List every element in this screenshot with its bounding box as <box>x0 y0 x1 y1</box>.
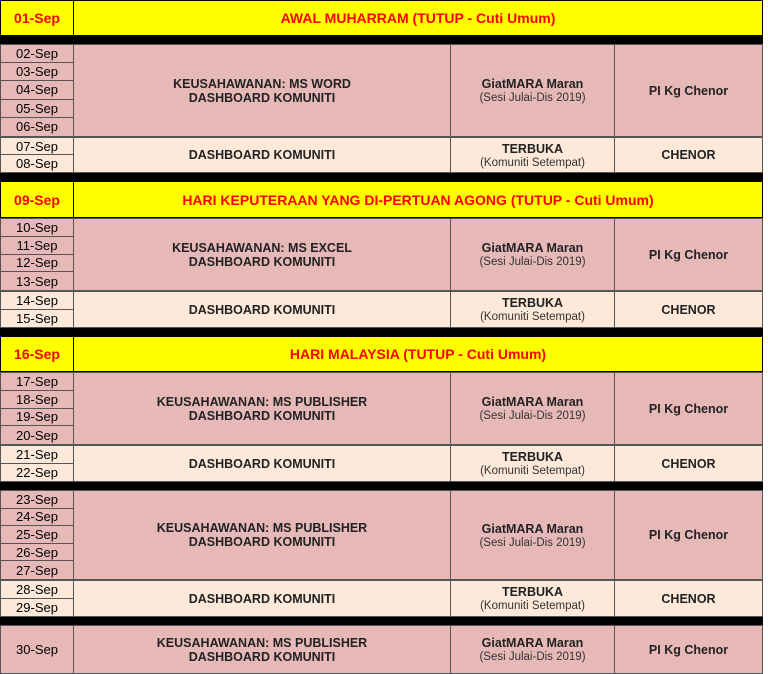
group-name: TERBUKA <box>501 450 564 464</box>
group-cell <box>451 373 615 444</box>
date-cell: 10-Sep <box>1 219 73 237</box>
venue-cell <box>615 138 762 172</box>
group-cell <box>451 45 615 136</box>
holiday-row <box>0 0 763 36</box>
course-line: DASHBOARD KOMUNITI <box>188 254 336 269</box>
holiday-title: AWAL MUHARRAM (TUTUP - Cuti Umum) <box>280 10 556 26</box>
date-cell: 19-Sep <box>1 409 73 427</box>
group-cell <box>451 219 615 290</box>
row-separator <box>0 482 763 490</box>
course-line: KEUSAHAWANAN: MS EXCEL <box>172 240 352 255</box>
date-cell: 26-Sep <box>1 544 73 562</box>
date-cell: 24-Sep <box>1 509 73 527</box>
date-cell: 25-Sep <box>1 526 73 544</box>
date-list <box>1 45 74 136</box>
group-session: (Sesi Julai-Dis 2019) <box>479 536 586 549</box>
group-session: (Sesi Julai-Dis 2019) <box>479 410 586 422</box>
holiday-date: 09-Sep <box>1 182 74 217</box>
open-row <box>0 580 763 617</box>
row-separator <box>0 36 763 44</box>
course-cell <box>74 446 451 481</box>
venue-cell <box>615 45 762 136</box>
date-cell: 28-Sep <box>1 581 73 599</box>
venue-name: PI Kg Chenor <box>648 642 729 657</box>
course-line: DASHBOARD KOMUNITI <box>188 302 336 317</box>
venue-name: PI Kg Chenor <box>648 247 729 262</box>
group-name: GiatMARA Maran <box>481 521 584 536</box>
date-cell: 14-Sep <box>1 292 73 310</box>
group-name: GiatMARA Maran <box>481 77 584 91</box>
venue-cell <box>615 491 762 579</box>
holiday-row <box>0 336 763 372</box>
group-session: (Sesi Julai-Dis 2019) <box>479 92 586 104</box>
group-session: (Sesi Julai-Dis 2019) <box>479 651 586 663</box>
venue-cell <box>615 373 762 444</box>
group-session: (Komuniti Setempat) <box>480 600 585 612</box>
group-session: (Sesi Julai-Dis 2019) <box>479 256 586 268</box>
date-list <box>1 491 74 579</box>
group-name: GiatMARA Maran <box>481 636 584 650</box>
date-cell: 30-Sep <box>16 642 58 657</box>
holiday-row <box>0 181 763 218</box>
date-list <box>1 581 74 616</box>
class-row <box>0 625 763 674</box>
group-session: (Komuniti Setempat) <box>480 311 585 323</box>
course-line: KEUSAHAWANAN: MS PUBLISHER <box>156 394 368 409</box>
group-name: TERBUKA <box>501 296 564 310</box>
venue-name: PI Kg Chenor <box>648 528 729 542</box>
venue-name: CHENOR <box>661 302 716 317</box>
class-row <box>0 490 763 580</box>
date-list <box>1 446 74 481</box>
course-line: KEUSAHAWANAN: MS PUBLISHER <box>156 521 368 535</box>
date-list <box>1 219 74 290</box>
course-line: KEUSAHAWANAN: MS PUBLISHER <box>156 635 368 650</box>
course-line: DASHBOARD KOMUNITI <box>188 408 336 423</box>
group-session: (Komuniti Setempat) <box>480 465 585 477</box>
group-cell <box>451 491 615 579</box>
venue-cell <box>615 292 762 327</box>
date-cell: 11-Sep <box>1 237 73 255</box>
date-cell: 03-Sep <box>1 63 73 81</box>
date-cell: 13-Sep <box>16 273 58 289</box>
open-row <box>0 445 763 482</box>
holiday-title: HARI MALAYSIA (TUTUP - Cuti Umum) <box>289 346 547 362</box>
course-line: DASHBOARD KOMUNITI <box>188 148 336 162</box>
group-name: TERBUKA <box>501 585 564 599</box>
row-separator <box>0 328 763 336</box>
course-line: DASHBOARD KOMUNITI <box>188 90 336 105</box>
group-cell <box>451 138 615 172</box>
class-row <box>0 218 763 291</box>
date-cell: 04-Sep <box>1 81 73 99</box>
venue-cell <box>615 446 762 481</box>
date-list <box>1 626 74 673</box>
course-cell <box>74 138 451 172</box>
venue-name: CHENOR <box>661 591 716 606</box>
venue-cell <box>615 626 762 673</box>
course-line: DASHBOARD KOMUNITI <box>188 456 336 471</box>
venue-name: CHENOR <box>661 148 716 162</box>
group-name: GiatMARA Maran <box>481 395 584 409</box>
venue-cell <box>615 581 762 616</box>
date-cell: 15-Sep <box>16 310 58 326</box>
group-session: (Komuniti Setempat) <box>480 156 585 169</box>
course-cell <box>74 491 451 579</box>
holiday-date: 01-Sep <box>1 1 74 35</box>
venue-cell <box>615 219 762 290</box>
date-cell: 08-Sep <box>16 156 58 171</box>
course-cell <box>74 219 451 290</box>
date-cell: 22-Sep <box>16 464 58 480</box>
date-cell: 23-Sep <box>1 491 73 509</box>
date-cell: 02-Sep <box>1 45 73 63</box>
group-cell <box>451 446 615 481</box>
venue-name: CHENOR <box>661 456 716 471</box>
date-cell: 29-Sep <box>16 599 58 615</box>
class-row <box>0 44 763 137</box>
date-list <box>1 373 74 444</box>
class-row <box>0 372 763 445</box>
open-row <box>0 137 763 173</box>
date-cell: 06-Sep <box>16 119 58 135</box>
row-separator <box>0 617 763 625</box>
course-line: DASHBOARD KOMUNITI <box>188 535 336 549</box>
date-cell: 05-Sep <box>1 100 73 118</box>
holiday-date: 16-Sep <box>1 337 74 371</box>
date-cell: 17-Sep <box>1 373 73 391</box>
date-cell: 12-Sep <box>1 255 73 273</box>
course-cell <box>74 581 451 616</box>
course-cell <box>74 292 451 327</box>
course-cell <box>74 373 451 444</box>
date-cell: 18-Sep <box>1 391 73 409</box>
group-cell <box>451 292 615 327</box>
date-cell: 20-Sep <box>16 427 58 443</box>
course-cell <box>74 626 451 673</box>
row-separator <box>0 173 763 181</box>
venue-name: PI Kg Chenor <box>648 401 729 416</box>
course-line: DASHBOARD KOMUNITI <box>188 591 336 606</box>
date-cell: 21-Sep <box>1 446 73 464</box>
open-row <box>0 291 763 328</box>
course-line: DASHBOARD KOMUNITI <box>188 649 336 664</box>
group-cell <box>451 581 615 616</box>
course-cell <box>74 45 451 136</box>
holiday-title: HARI KEPUTERAAN YANG DI-PERTUAN AGONG (TUTUP - Cuti Umum) <box>182 191 654 208</box>
group-name: GiatMARA Maran <box>481 241 584 255</box>
course-line: KEUSAHAWANAN: MS WORD <box>173 76 351 91</box>
venue-name: PI Kg Chenor <box>648 83 729 98</box>
group-cell <box>451 626 615 673</box>
date-list <box>1 292 74 327</box>
date-cell: 07-Sep <box>1 138 73 155</box>
group-name: TERBUKA <box>501 141 564 156</box>
date-cell: 27-Sep <box>16 562 58 578</box>
date-list <box>1 138 74 172</box>
